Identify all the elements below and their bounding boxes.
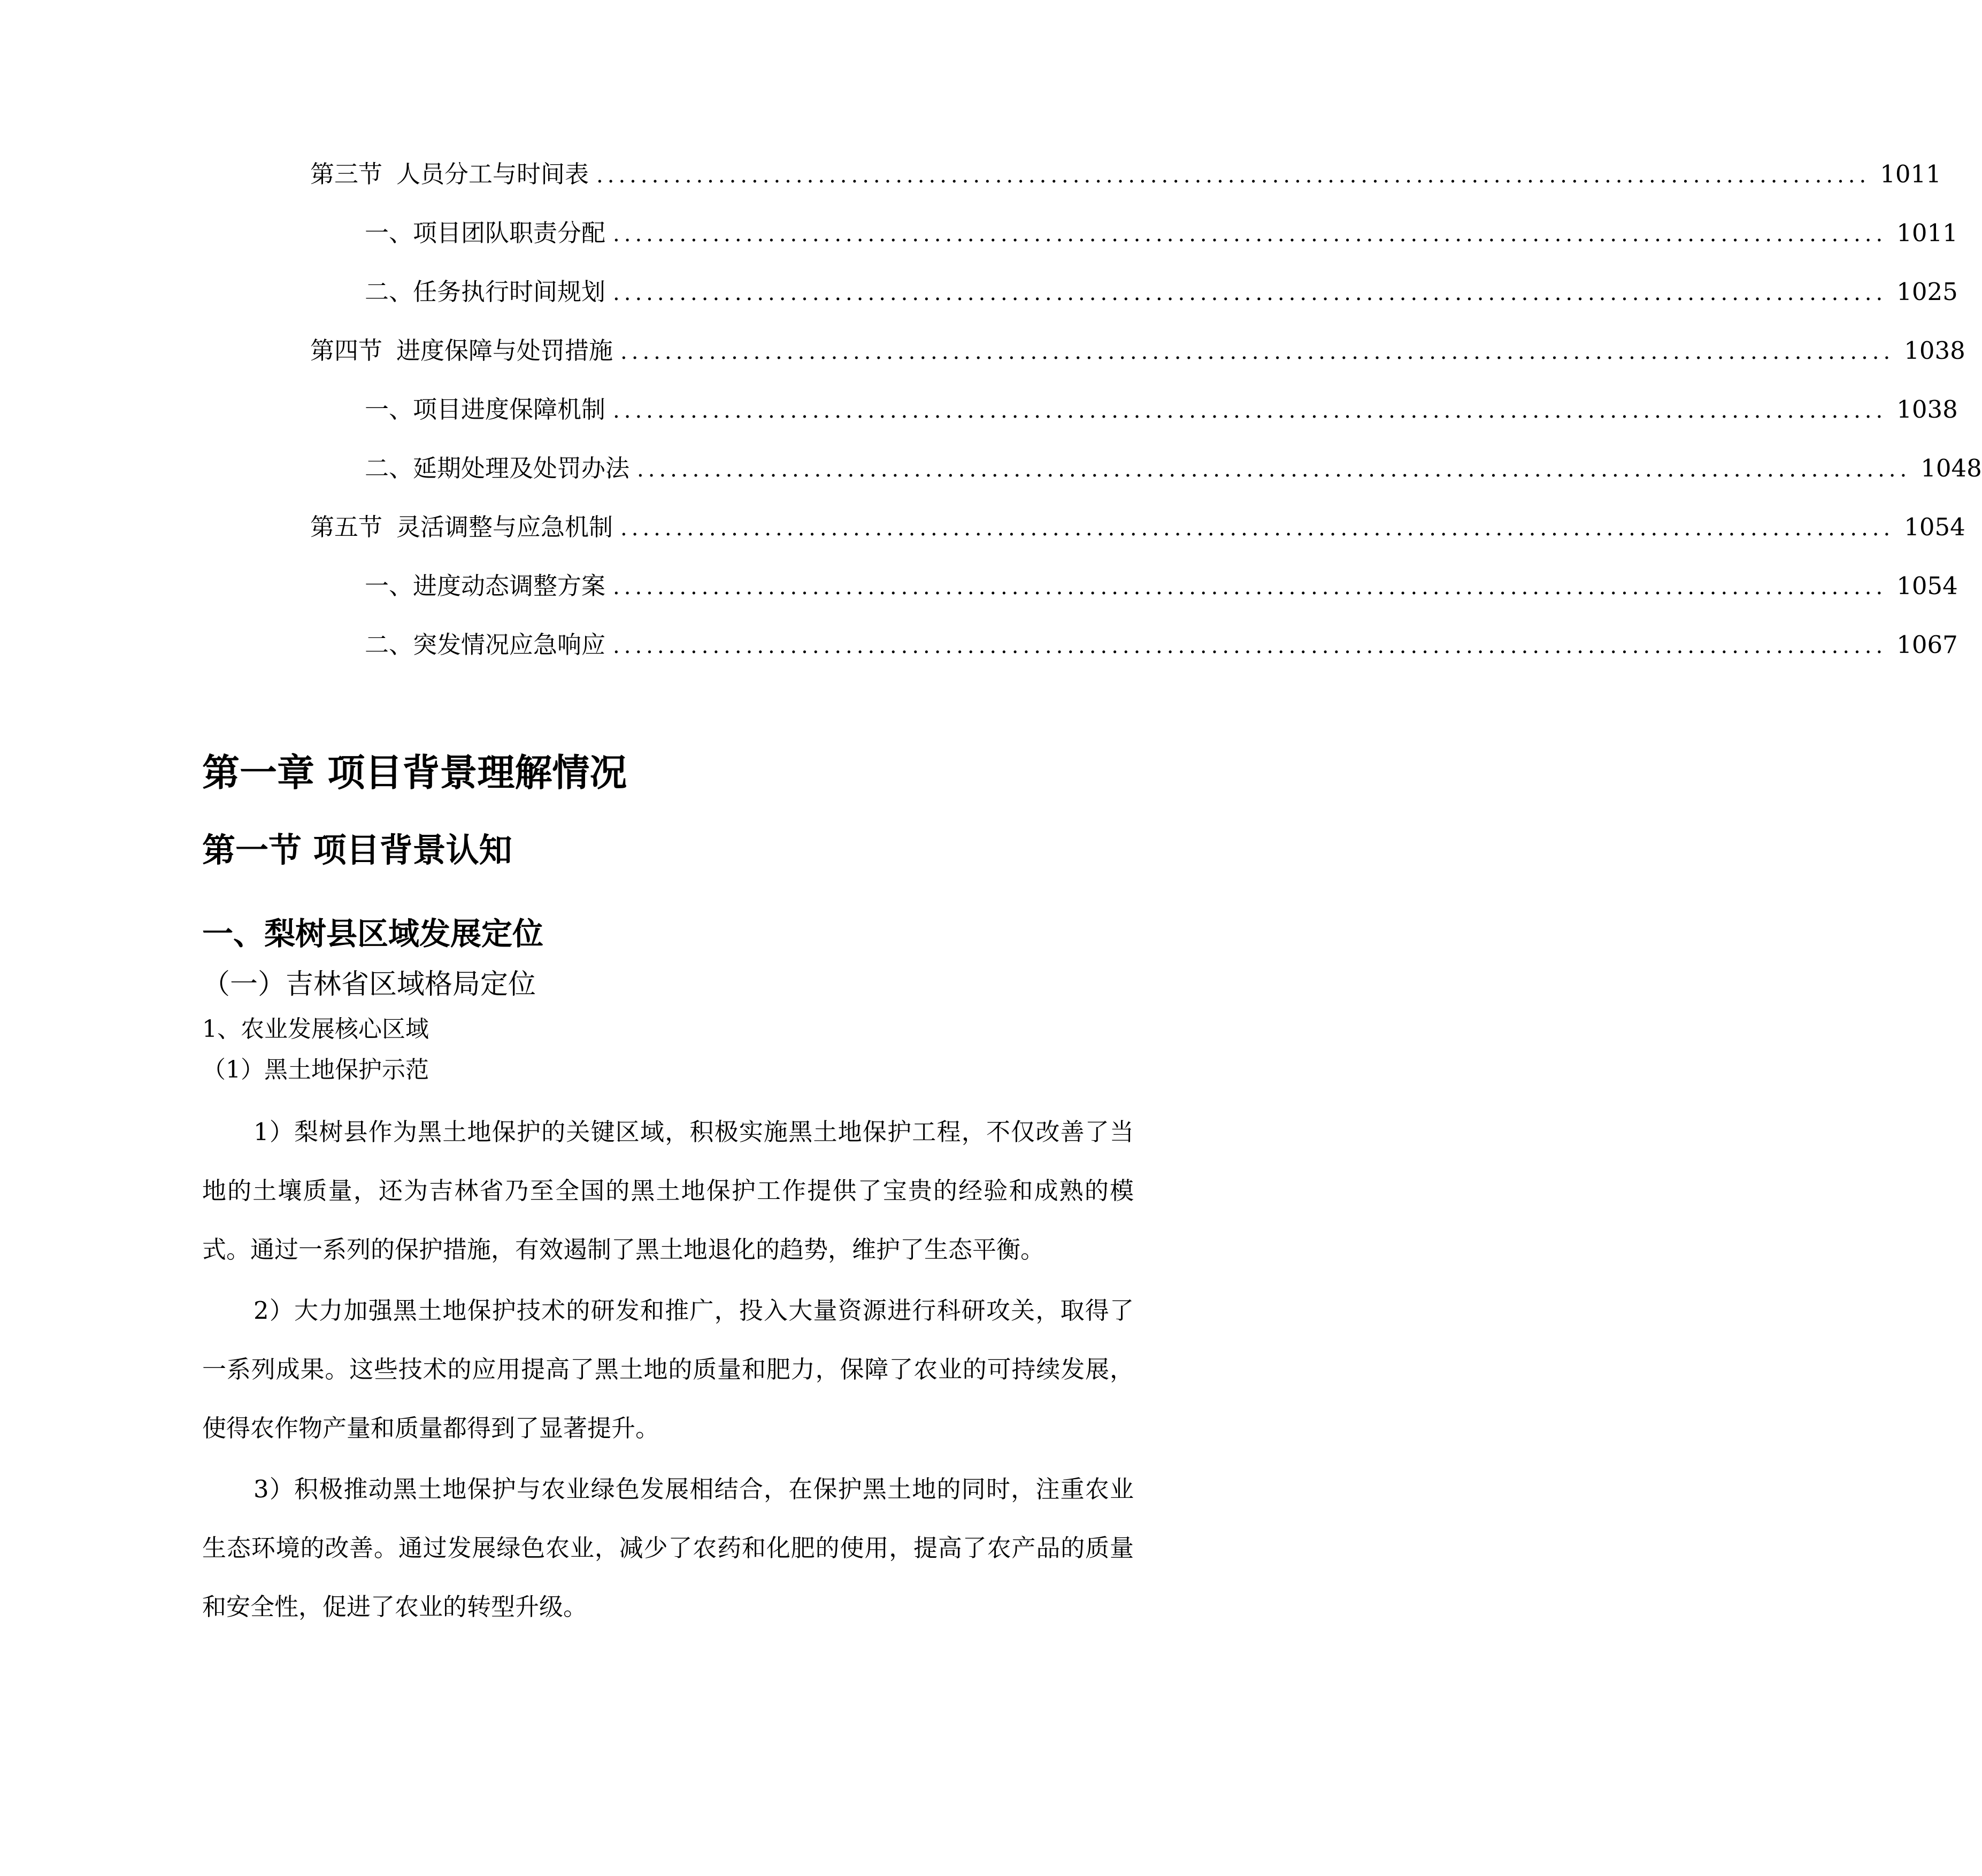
body-paragraph: 1）梨树县作为黑土地保护的关键区域，积极实施黑土地保护工程，不仅改善了当地的土壤质量，还为吉林省乃至全国的黑土地保护工作提供了宝贵的经验和成熟的模式。通过一系列的保护措施，有效遏制了黑土地退化的趋势，维护了生态平衡。: [202, 1118, 1134, 1264]
toc-entry-page: 1038: [1904, 336, 1965, 365]
toc-entry-page: 1011: [1880, 160, 1941, 188]
sub-heading-level-4: （1）黑土地保护示范: [202, 1056, 429, 1083]
toc-entry[interactable]: [310, 217, 1958, 276]
chapter-title: 第一章 项目背景理解情况: [202, 751, 627, 795]
toc-entry-title: 灵活调整与应急机制: [396, 513, 613, 541]
toc-entry-number: 二、: [365, 278, 413, 306]
toc-entry-title: 项目进度保障机制: [413, 395, 606, 424]
toc-entry-title: 任务执行时间规划: [413, 278, 606, 306]
toc-entry-page: 1011: [1896, 219, 1958, 247]
toc-entry[interactable]: [310, 511, 1965, 570]
toc-entry[interactable]: [310, 629, 1958, 688]
toc-dot-leader: ...................................................................................................................: [613, 398, 1887, 423]
toc-entry-page: 1025: [1896, 278, 1958, 306]
toc-entry[interactable]: [310, 452, 1982, 511]
toc-entry-number: 二、: [365, 631, 413, 659]
toc-entry[interactable]: [310, 394, 1958, 452]
toc-entry-number: 第四节: [310, 336, 383, 365]
toc-entry-title: 进度保障与处罚措施: [396, 336, 613, 365]
toc-entry[interactable]: [310, 158, 1941, 217]
toc-dot-leader: ...................................................................................................................: [620, 340, 1895, 364]
toc-dot-leader: ...................................................................................................................: [637, 457, 1911, 482]
toc-entry-number: 第五节: [310, 513, 383, 541]
toc-entry-title: 人员分工与时间表: [396, 160, 589, 188]
toc-entry-title: 延期处理及处罚办法: [413, 454, 630, 482]
sub-heading-level-2: （一）吉林省区域格局定位: [202, 968, 536, 1001]
toc-entry[interactable]: [310, 276, 1958, 335]
toc-entry-title: 项目团队职责分配: [413, 219, 606, 247]
toc-entry-number: 二、: [365, 454, 413, 482]
body-paragraph: 2）大力加强黑土地保护技术的研发和推广，投入大量资源进行科研攻关，取得了一系列成果。这些技术的应用提高了黑土地的质量和肥力，保障了农业的可持续发展，使得农作物产量和质量都得到了显著提升。: [202, 1296, 1134, 1442]
sub-heading-level-3: 1、农业发展核心区域: [202, 1016, 429, 1043]
toc-dot-leader: ...................................................................................................................: [613, 575, 1887, 599]
subsection-title: 一、梨树县区域发展定位: [202, 916, 544, 952]
toc-entry-number: 一、: [365, 219, 413, 247]
toc-entry-number: 第三节: [310, 160, 383, 188]
toc-entry-page: 1067: [1896, 631, 1958, 659]
section-title: 第一节 项目背景认知: [202, 831, 512, 870]
toc-entry-number: 一、: [365, 572, 413, 600]
body-paragraph: 3）积极推动黑土地保护与农业绿色发展相结合，在保护黑土地的同时，注重农业生态环境的改善。通过发展绿色农业，减少了农药和化肥的使用，提高了农产品的质量和安全性，促进了农业的转型升级。: [202, 1475, 1134, 1621]
toc-entry-title: 进度动态调整方案: [413, 572, 606, 600]
toc-entry-title: 突发情况应急响应: [413, 631, 606, 659]
document-body: [202, 749, 1134, 1639]
toc-entry-page: 1048: [1920, 454, 1982, 482]
toc-dot-leader: ...................................................................................................................: [596, 163, 1871, 188]
toc-entry-number: 一、: [365, 395, 413, 424]
toc-dot-leader: ...................................................................................................................: [613, 281, 1887, 305]
toc-dot-leader: ...................................................................................................................: [613, 634, 1887, 658]
toc-entry-page: 1054: [1896, 572, 1958, 600]
toc-dot-leader: ...................................................................................................................: [613, 222, 1887, 247]
toc-entry-page: 1038: [1896, 395, 1958, 424]
toc-entry-page: 1054: [1904, 513, 1965, 541]
toc-entry[interactable]: [310, 570, 1958, 629]
table-of-contents: [310, 158, 1982, 688]
toc-entry[interactable]: [310, 335, 1965, 394]
toc-dot-leader: ...................................................................................................................: [620, 516, 1895, 541]
